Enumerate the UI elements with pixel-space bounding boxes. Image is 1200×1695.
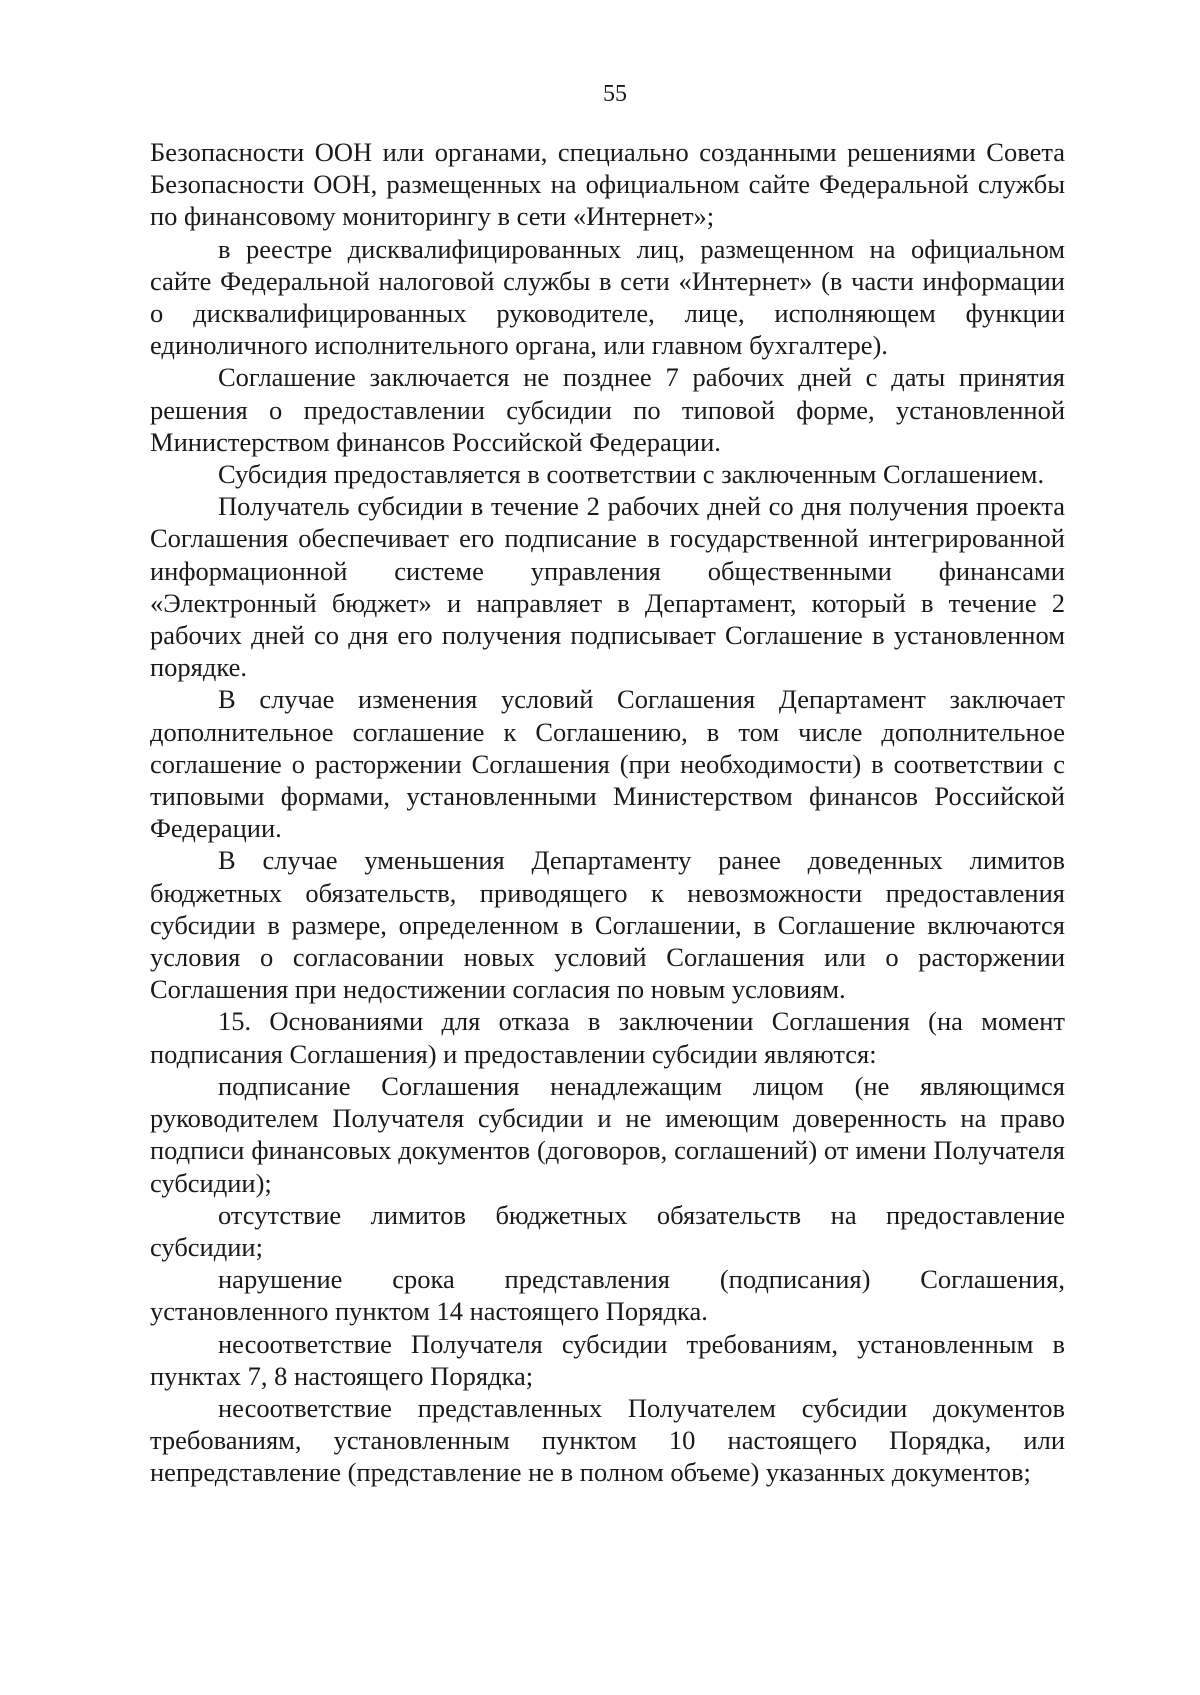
document-body [150,136,1065,1489]
paragraph-subsidy-per-agreement: Субсидия предоставляется в соответствии с заключенным Соглашением. [218,459,1045,490]
list-item-recipient-noncompliance: несоответствие Получателя субсидии требованиям, установленным в пунктах 7, 8 настоящего Порядка; [150,1328,1065,1391]
page-number: 55 [603,81,627,107]
list-item-deadline-violation: нарушение срока представления (подписания) Соглашения, установленного пунктом 14 настоящего Порядка. [150,1264,1065,1327]
paragraph-agreement-changes: В случае изменения условий Соглашения Департамент заключает дополнительное соглашение к Соглашению, в том числе дополнительное соглашение о расторжении Соглашения (при необходимости) в соответствии с типовыми формами, установленными Министерством финансов Российской Федерации. [150,684,1065,844]
paragraph-limits-reduction: В случае уменьшения Департаменту ранее доведенных лимитов бюджетных обязательств, приводящего к невозможности предоставления субсидии в размере, определенном в Соглашении, в Соглашение включаются условия о согласовании новых условий Соглашения или о расторжении Соглашения при недостижении согласия по новым условиям. [150,845,1065,1005]
list-item-improper-signer: подписание Соглашения ненадлежащим лицом (не являющимся руководителем Получателя субсидии и не имеющим доверенность на право подписи финансовых документов (договоров, соглашений) от имени Получателя субсидии); [150,1070,1065,1198]
list-item-no-limits: отсутствие лимитов бюджетных обязательств на предоставление субсидии; [150,1199,1065,1262]
paragraph-ooh-sanctions: Безопасности ООН или органами, специально созданными решениями Совета Безопасности ООН, размещенных на официальном сайте Федеральной службы по финансовому мониторингу в сети «Интернет»; [150,137,1065,232]
paragraph-agreement-deadline: Соглашение заключается не позднее 7 рабочих дней с даты принятия решения о предоставлении субсидии по типовой форме, установленной Министерством финансов Российской Федерации. [150,362,1065,457]
paragraph-recipient-signing: Получатель субсидии в течение 2 рабочих дней со дня получения проекта Соглашения обеспечивает его подписание в государственной интегрированной информационной системе управления общественными финансами «Электронный бюджет» и направляет в Департамент, который в течение 2 рабочих дней со дня его получения подписывает Соглашение в установленном порядке. [150,491,1065,683]
paragraph-disqualified-registry: в реестре дисквалифицированных лиц, размещенном на официальном сайте Федеральной налоговой службы в сети «Интернет» (в части информации о дисквалифицированных руководителе, лице, исполняющем функции единоличного исполнительного органа, или главном бухгалтере). [150,233,1065,361]
paragraph-refusal-grounds: 15. Основаниями для отказа в заключении Соглашения (на момент подписания Соглашения) и предоставлении субсидии являются: [150,1006,1065,1069]
list-item-documents-noncompliance: несоответствие представленных Получателем субсидии документов требованиям, установленным пунктом 10 настоящего Порядка, или непредставление (представление не в полном объеме) указанных документов; [150,1392,1065,1488]
